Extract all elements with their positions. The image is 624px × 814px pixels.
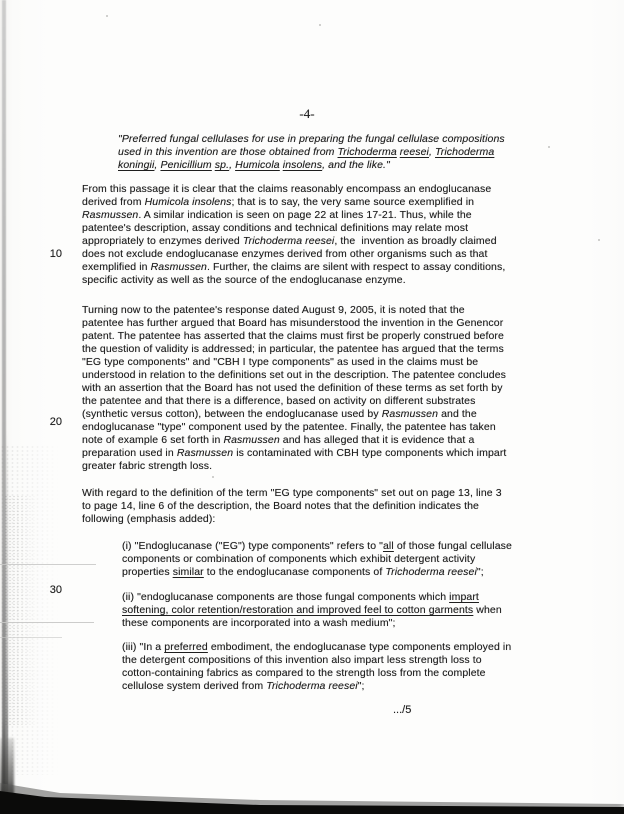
margin-line-number-10: 10 (49, 248, 62, 260)
paragraph-patentee-response: Turning now to the patentee's response dated August 9, 2005, it is noted that the patentee has further argued that Board has misunderstood the invention in the Genencor patent. The patentee has asserted that the claims must first be properly construed before the question of validity is addressed; in particular, the patentee has argued that the terms "EG type components" and "CBH I type components" as used in the claims must be understood in relation to the definitions set out in the description. The patentee concludes with an assertion that the Board has not used the definition of these terms as set forth by the patentee and that there is a difference, based on activity on different substrates (synthetic versus cotton), between the endoglucanase used by Rasmussen and the endoglucanase "type" component used by the patentee. Finally, the patentee has taken note of example 6 set forth in Rasmussen and has alleged that it is evidence that a preparation used in Rasmussen is contaminated with CBH type components which impart greater fabric strength loss. (82, 304, 507, 472)
definition-item-ii: (ii) "endoglucanase components are those fungal components which impart softening, color retention/restoration and improved feel to cotton garments when these components are incorporated into a wash medium"; (122, 591, 502, 629)
quotation-block: "Preferred fungal cellulases for use in preparing the fungal cellulase compositions used in this invention are those obtained from Trichoderma reesei, Trichoderma koningii, Penicillium sp., Humicola insolens, and the like." (118, 133, 505, 171)
margin-line-number-20: 20 (49, 416, 62, 428)
scan-artifact-noise-patch-2 (4, 495, 38, 725)
scan-artifact-faint-line (0, 564, 96, 565)
paragraph-eg-definition: With regard to the definition of the term "EG type components" set out on page 13, line 3 to page 14, line 6 of the description, the Board notes that the definition indicates the following (emphasis added): (82, 487, 502, 525)
scan-speck (548, 146, 550, 148)
scan-speck (319, 24, 321, 26)
paragraph-claims-scope: From this passage it is clear that the claims reasonably encompass an endoglucanase derived from Humicola insolens; that is to say, the very same source exemplified in Rasmussen. A similar indication is seen on page 22 at lines 17-21. Thus, while the patentee's description, assay conditions and technical definitions may relate most appropriately to enzymes derived Trichoderma reesei, the invention as broadly claimed does not exclude endoglucanase enzymes derived from other organisms such as that exemplified in Rasmussen. Further, the claims are silent with respect to assay conditions, specific activity as well as the source of the endoglucanase enzyme. (82, 183, 506, 286)
scan-speck (106, 15, 108, 17)
scan-artifact-faint-line (0, 637, 62, 638)
scan-speck (212, 476, 214, 478)
scan-speck (598, 239, 600, 241)
definition-item-iii: (iii) "In a preferred embodiment, the endoglucanase type components employed in the detergent compositions of this invention also impart less strength loss to cotton-containing fabrics as compared to the strength loss from the complete cellulose system derived from Trichoderma reesei"; (122, 641, 512, 692)
definition-item-i: (i) "Endoglucanase ("EG") type components" refers to "all of those fungal cellulase components or combination of components which exhibit detergent activity properties similar to the endoglucanase components of Trichoderma reesei"; (122, 540, 512, 578)
margin-line-number-30: 30 (49, 584, 62, 596)
scan-artifact-faint-line (0, 622, 94, 623)
page-number: -4- (299, 106, 315, 121)
page-footer-continuation: .../5 (393, 704, 412, 716)
